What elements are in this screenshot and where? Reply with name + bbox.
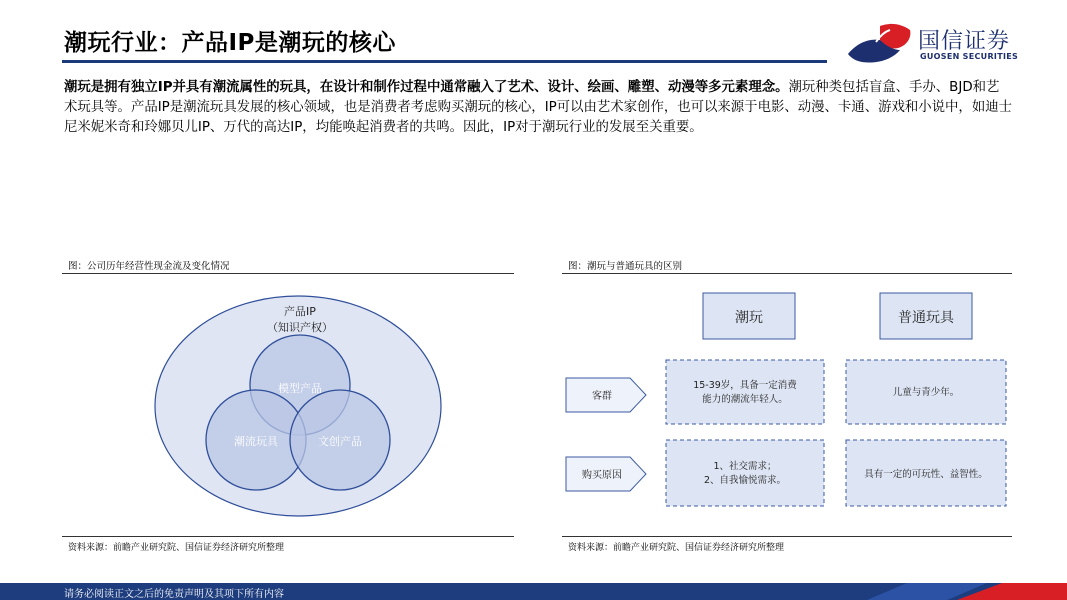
row2-trendy-line2: 2、自我愉悦需求。: [703, 475, 787, 486]
outer-label-line2: （知识产权）: [267, 321, 333, 334]
row2-label: 购买原因: [582, 470, 622, 481]
page-title: 潮玩行业：产品IP是潮玩的核心: [64, 30, 396, 56]
intro-paragraph: [64, 78, 1012, 138]
intro-bold-lead: 潮玩是拥有独立IP并具有潮流属性的玩具，在设计和制作过程中通常融入了艺术、设计、绘画、雕塑、动漫等多元素理念。: [64, 80, 789, 95]
outer-label-line1: 产品IP: [284, 305, 316, 318]
header-ordinary: 普通玩具: [898, 310, 954, 326]
label-trendy-toys: 潮流玩具: [234, 435, 278, 448]
right-source-note: 资料来源：前瞻产业研究院、国信证券经济研究所整理: [568, 543, 785, 553]
row1-ordinary-text: 儿童与青少年。: [892, 387, 960, 398]
logo-text-en: GUOSEN SECURITIES: [920, 52, 1019, 61]
label-cultural-products: 文创产品: [318, 435, 362, 448]
right-caption-rule: [562, 273, 1012, 274]
comparison-diagram: [560, 285, 1020, 535]
logo-mark-icon: [846, 20, 916, 66]
left-figure-caption: 图：公司历年经营性现金流及变化情况: [68, 261, 230, 272]
footer-disclaimer: 请务必阅读正文之后的免责声明及其项下所有内容: [64, 589, 284, 600]
header-trendy: 潮玩: [735, 310, 763, 326]
row2-ordinary-text: 具有一定的可玩性、益智性。: [864, 469, 988, 480]
row1-trendy-line1: 15-39岁，具备一定消费: [693, 380, 797, 391]
row1-label: 客群: [592, 391, 612, 402]
footer-accent-decoration: [807, 583, 1067, 600]
right-source-rule: [562, 536, 1012, 537]
title-underline: [62, 60, 827, 63]
left-caption-rule: [62, 273, 514, 274]
row1-trendy-line2: 能力的潮流年轻人。: [702, 394, 788, 405]
left-source-note: 资料来源：前瞻产业研究院、国信证券经济研究所整理: [68, 543, 285, 553]
row2-trendy-line1: 1、社交需求；: [713, 461, 777, 472]
intro-body: 潮玩种类包括盲盒、手办、BJD和艺术玩具等。产品IP是潮流玩具发展的核心领域，也是消费者考虑购买潮玩的核心，IP可以由艺术家创作，也可以来源于电影、动漫、卡通、游戏和小说中，如迪士尼米妮米奇和玲娜贝儿IP、万代的高达IP，均能唤起消费者的共鸣。因此，IP对于潮玩行业的发展至关重要。: [64, 80, 1012, 135]
row2-trendy-box: [666, 440, 824, 506]
right-figure-caption: 图：潮玩与普通玩具的区别: [568, 261, 683, 272]
left-source-rule: [62, 536, 514, 537]
ip-venn-diagram: [150, 280, 450, 530]
label-model-products: 模型产品: [278, 382, 322, 395]
row1-trendy-box: [666, 360, 824, 424]
logo-text-cn: 国信证券: [918, 29, 1011, 54]
